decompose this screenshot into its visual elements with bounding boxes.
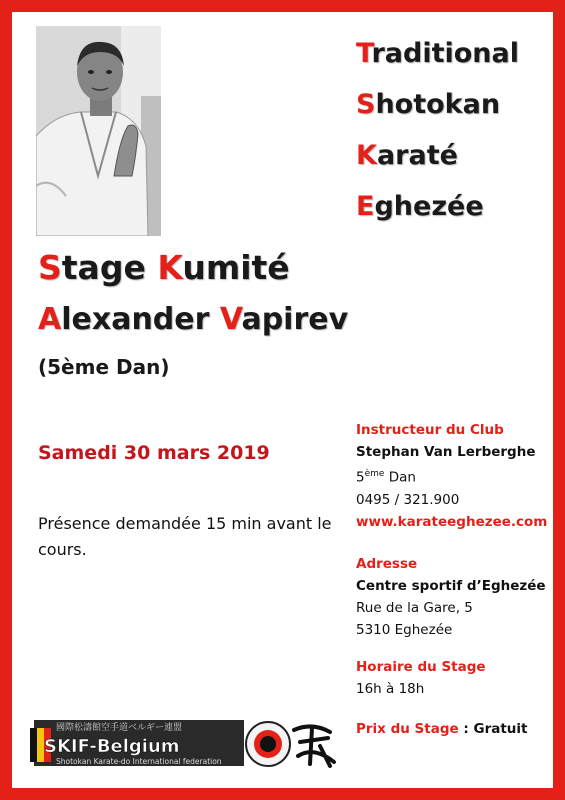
club-instructor-name: Stephan Van Lerberghe (356, 444, 536, 460)
price-block (356, 718, 527, 740)
price-heading: Prix du Stage (356, 721, 459, 737)
club-name (356, 28, 519, 232)
schedule-block (356, 656, 486, 700)
schedule-heading: Horaire du Stage (356, 659, 486, 675)
club-instructor-grade: 5ème Dan (356, 469, 416, 486)
instructor-photo (36, 26, 161, 236)
club-website-link[interactable]: www.karateeghezee.com (356, 513, 548, 530)
club-line-karate: Karaté (356, 140, 458, 171)
club-line-traditional: Traditional (356, 38, 519, 69)
club-line-eghezee: Eghezée (356, 191, 484, 222)
skif-belgium-logo (30, 716, 340, 772)
price-value: Gratuit (473, 721, 528, 737)
schedule-time: 16h à 18h (356, 681, 425, 697)
logo-kanji: 國際松濤館空手道ベルギー連盟 (56, 723, 183, 733)
logo-subtitle: Shotokan Karate-do International federation (56, 757, 222, 766)
club-instructor-heading: Instructeur du Club (356, 422, 504, 438)
logo-name: SKIF-Belgium (44, 736, 180, 757)
stage-date: Samedi 30 mars 2019 (38, 442, 270, 464)
guest-instructor-grade: (5ème Dan) (38, 355, 170, 379)
guest-instructor-name: Alexander Vapirev (38, 302, 349, 337)
club-instructor-block (356, 419, 547, 533)
address-street: Rue de la Gare, 5 (356, 600, 473, 616)
address-block (356, 553, 546, 641)
address-venue: Centre sportif d’Eghezée (356, 578, 546, 594)
stage-title: Stage Kumité (38, 248, 290, 287)
address-city: 5310 Eghezée (356, 622, 453, 638)
calligraphy-icon (294, 726, 334, 766)
emblem-icon (246, 722, 290, 766)
club-phone: 0495 / 321.900 (356, 491, 460, 508)
address-heading: Adresse (356, 556, 418, 572)
price-separator: : (458, 721, 474, 737)
presence-note: Présence demandée 15 min avant le cours. (38, 514, 332, 559)
club-line-shotokan: Shotokan (356, 89, 501, 120)
